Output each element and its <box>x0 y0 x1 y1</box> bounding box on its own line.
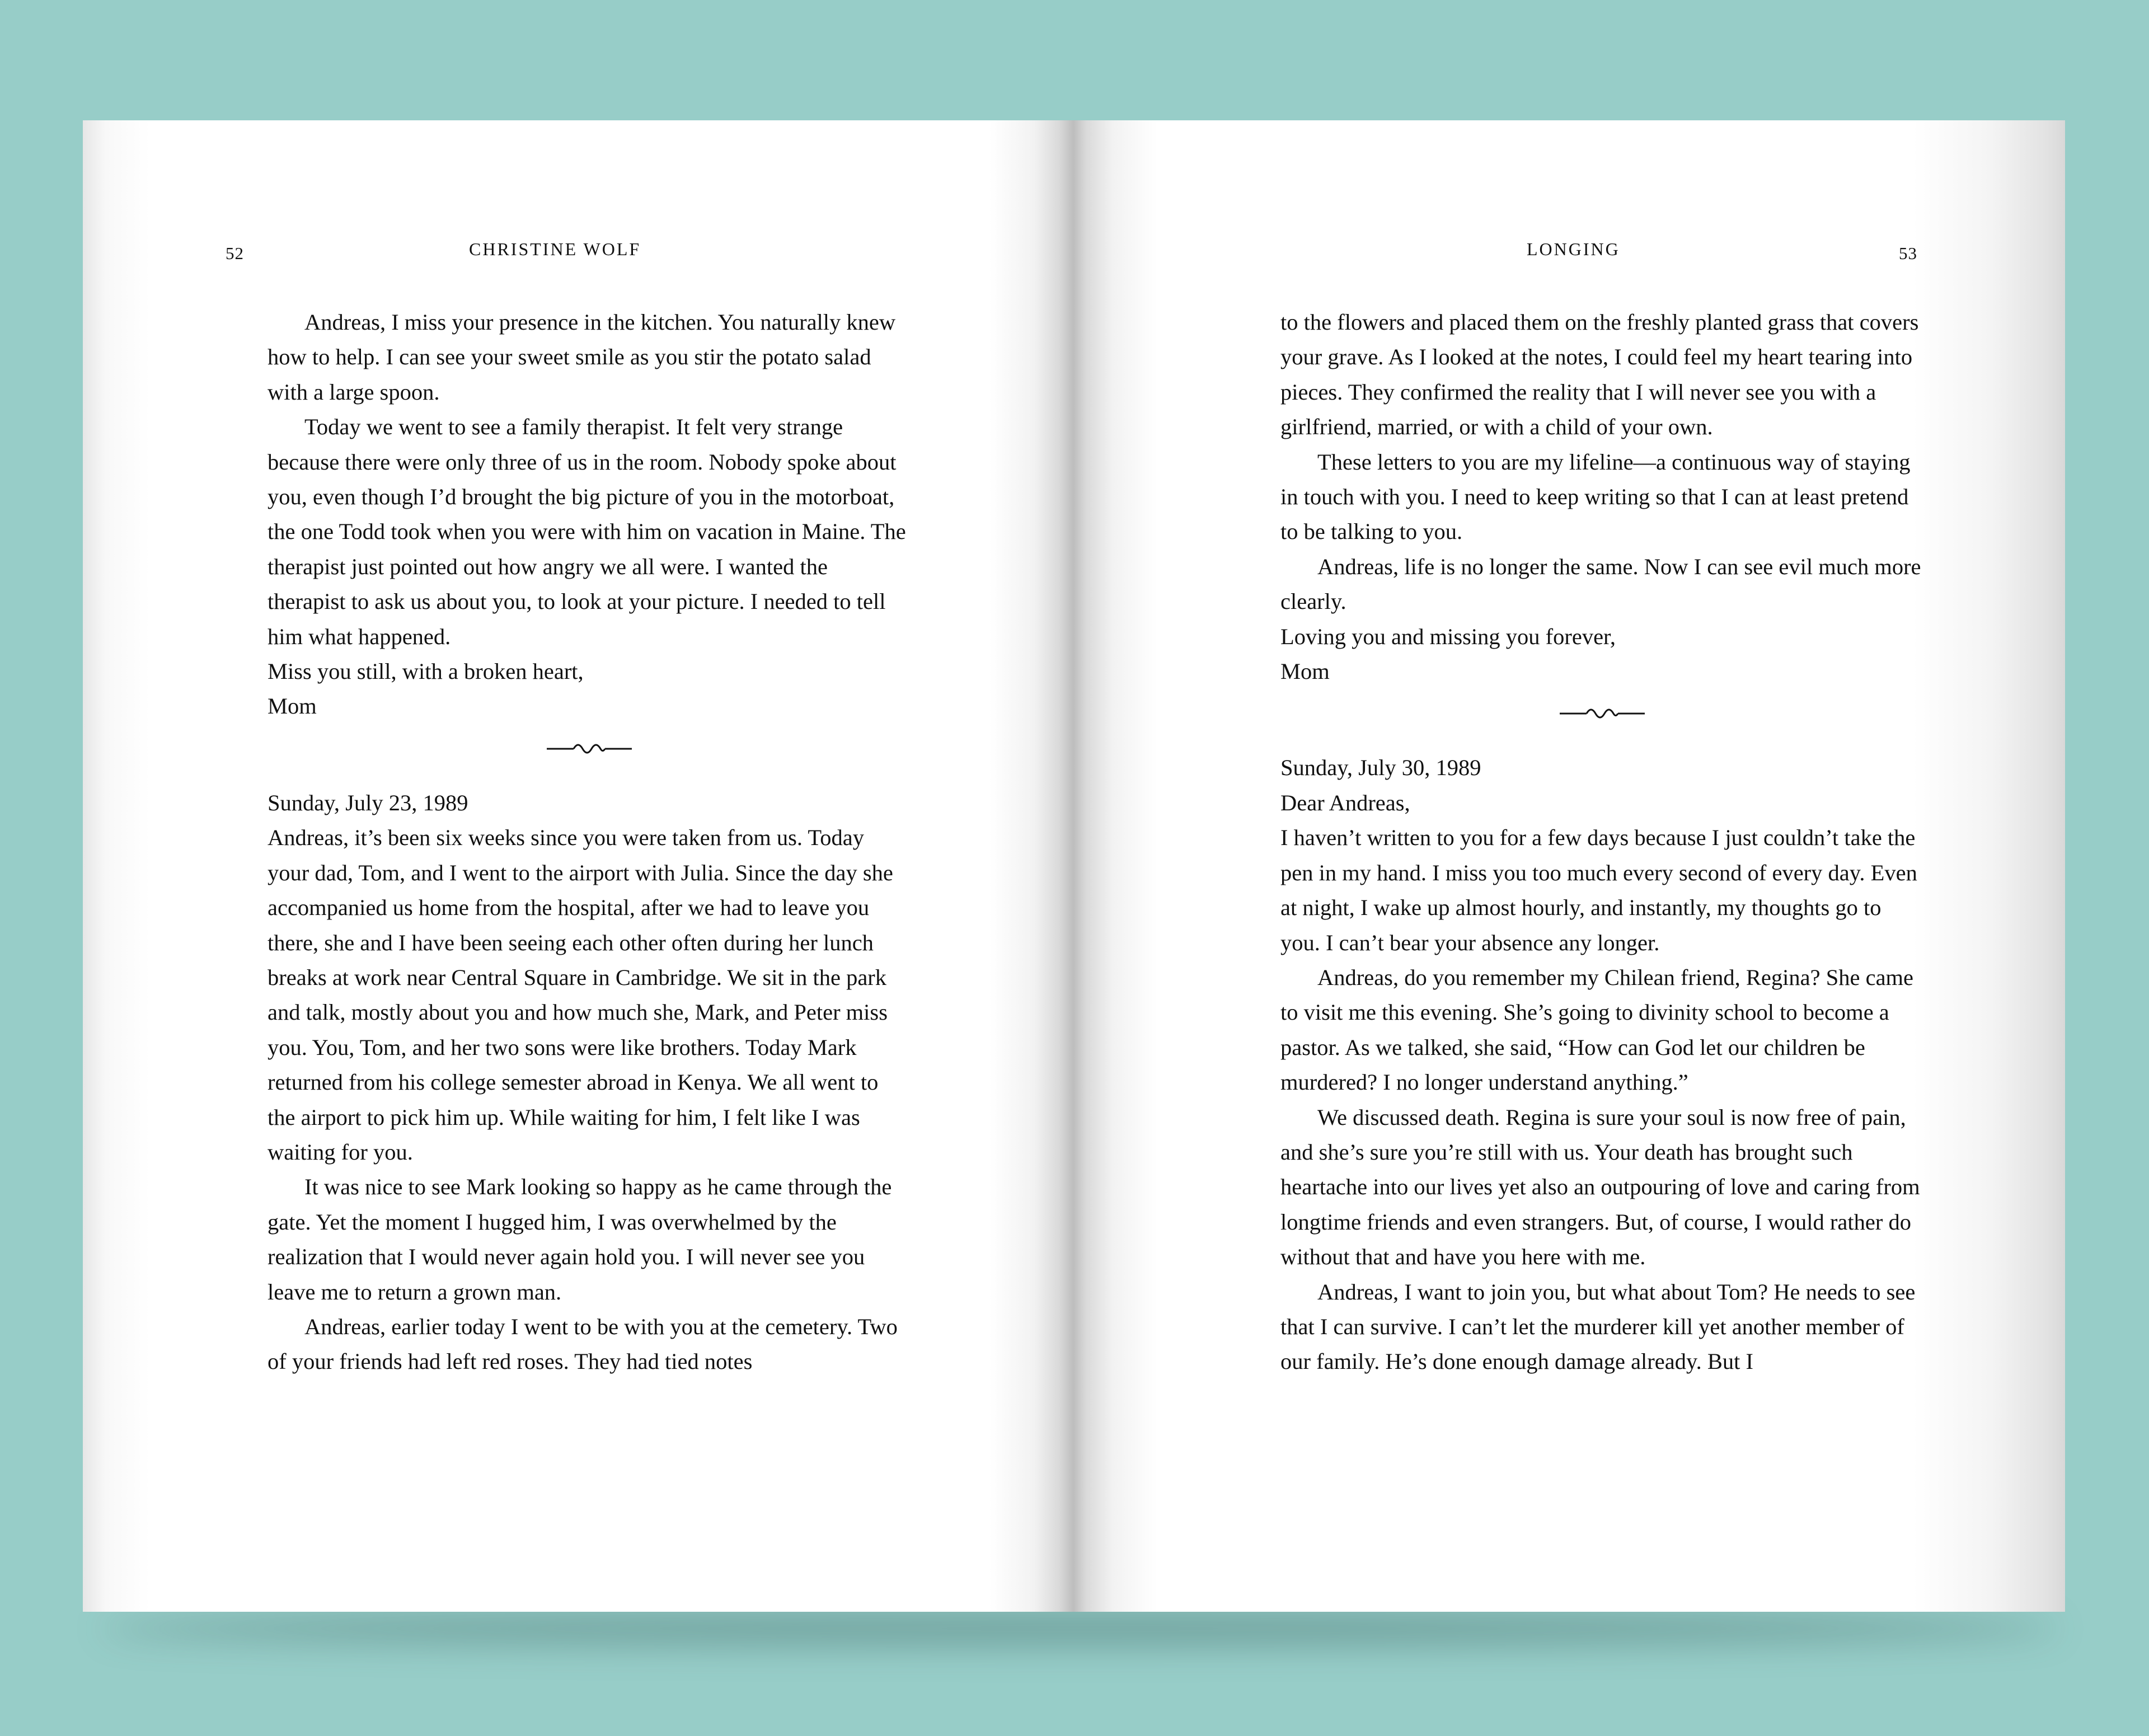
flourish-ornament-icon <box>1280 696 1924 731</box>
page-number: 53 <box>1899 243 1917 263</box>
paragraph: We discussed death. Regina is sure your soul is now free of pain, and she’s sure you’re still with us. Your death has brought such heartache into our lives yet also an outpouring of love and caring from longtime friends and even strangers. But, of course, I would rather do without that and have you here with me. <box>1280 1104 1920 1270</box>
paragraph: Sunday, July 23, 1989 <box>268 790 468 815</box>
paragraph: Mom <box>268 693 317 719</box>
paragraph: It was nice to see Mark looking so happy as he came through the gate. Yet the moment I hugged him, I was overwhelmed by the realization that I would never again hold you. I will never see you leave me to return a grown man. <box>268 1174 892 1305</box>
right-page <box>1073 120 2065 1612</box>
paragraph: Andreas, I want to join you, but what about Tom? He needs to see that I can survive. I can’t let the murderer kill yet another member of our family. He’s done enough damage already. But I <box>1280 1279 1916 1374</box>
letter-section <box>1280 750 1924 1379</box>
page-body <box>1280 305 1924 1380</box>
paragraph: Dear Andreas, <box>1280 790 1410 815</box>
book-shadow <box>101 1612 2059 1645</box>
letter-section <box>268 786 911 1380</box>
paragraph: Today we went to see a family therapist. It felt very strange because there were only three of us in the room. Nobody spoke about you, even though I’d brought the big picture of you in the motorboat, the one Todd took when you were with him on vacation in Maine. The therapist just pointed out how angry we all were. I wanted the therapist to ask us about you, to look at your picture. I needed to tell him what happened. <box>268 414 906 649</box>
paragraph: Loving you and missing you forever, <box>1280 623 1616 649</box>
paragraph: These letters to you are my lifeline—a continuous way of staying in touch with you. I need to keep writing so that I can at least pretend to be talking to you. <box>1280 449 1911 545</box>
running-head: LONGING <box>1527 239 1620 259</box>
paragraph: Andreas, I miss your presence in the kitchen. You naturally knew how to help. I can see your sweet smile as you stir the potato salad with a large spoon. <box>268 309 896 405</box>
paragraph: Miss you still, with a broken heart, <box>268 659 584 684</box>
paragraph: Mom <box>1280 659 1330 684</box>
page-number: 52 <box>226 243 244 263</box>
running-head: CHRISTINE WOLF <box>469 239 641 259</box>
paragraph: I haven’t written to you for a few days because I just couldn’t take the pen in my hand. I miss you too much every second of every day. Even at night, I wake up almost hourly, and instantly, my thoughts go to you. I can’t bear your absence any longer. <box>1280 825 1917 955</box>
page-body <box>268 305 911 1380</box>
letter-section <box>1280 305 1924 689</box>
letter-section <box>268 305 911 724</box>
paragraph: Andreas, do you remember my Chilean friend, Regina? She came to visit me this evening. She’s going to divinity school to become a pastor. As we talked, she said, “How can God let our children be murdered? I no longer understand anything.” <box>1280 964 1914 1095</box>
left-page <box>83 120 1073 1612</box>
paragraph: Andreas, earlier today I went to be with you at the cemetery. Two of your friends had left red roses. They had tied notes <box>268 1313 898 1374</box>
paragraph: Andreas, it’s been six weeks since you were taken from us. Today your dad, Tom, and I went to the airport with Julia. Since the day she accompanied us home from the hospital, after we had to leave you there, she and I have been seeing each other often during her lunch breaks at work near Central Square in Cambridge. We sit in the park and talk, mostly about you and how much she, Mark, and Peter miss you. You, Tom, and her two sons were like brothers. Today Mark returned from his college semester abroad in Kenya. We all went to the airport to pick him up. While waiting for him, I felt like I was waiting for you. <box>268 825 893 1165</box>
paragraph: to the flowers and placed them on the freshly planted grass that covers your grave. As I looked at the notes, I could feel my heart tearing into pieces. They confirmed the reality that I will never see you with a girlfriend, married, or with a child of your own. <box>1280 309 1919 440</box>
flourish-ornament-icon <box>268 731 911 766</box>
paragraph: Sunday, July 30, 1989 <box>1280 755 1481 781</box>
paragraph: Andreas, life is no longer the same. Now I can see evil much more clearly. <box>1280 553 1921 614</box>
